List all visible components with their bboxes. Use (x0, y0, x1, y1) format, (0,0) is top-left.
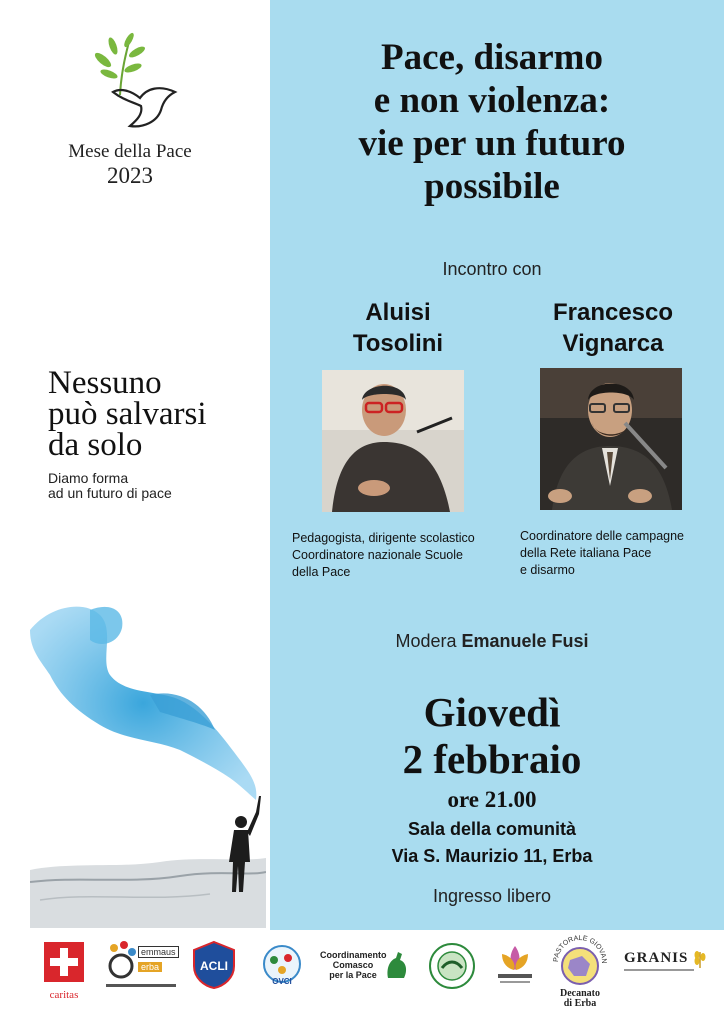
speaker-last-name: Vignarca (562, 330, 664, 357)
motto-line: da solo (48, 427, 143, 463)
event-title-line: Pace, disarmo (381, 37, 603, 78)
bio-line: della Pace (292, 565, 351, 579)
movement-emblem-logo (428, 942, 476, 995)
wheat-icon (692, 948, 708, 968)
motto-sub-line: Diamo forma (48, 470, 129, 486)
caritas-logo (42, 940, 86, 1001)
ovci-globe-icon (258, 942, 306, 986)
emmaus-label: emmaus (138, 946, 179, 958)
acli-shield-icon (192, 940, 236, 990)
decanato-line: Decanato (560, 988, 600, 999)
logo-year: 2023 (107, 163, 153, 188)
motto-sub-line: ad un futuro di pace (48, 485, 172, 501)
event-address: Via S. Maurizio 11, Erba (391, 846, 593, 866)
speaker-first-name: Aluisi (365, 299, 431, 326)
speaker-first-name: Francesco (552, 299, 674, 326)
pastorale-label: PASTORALE GIOVAN (552, 934, 608, 964)
erba-label: erba (138, 962, 162, 972)
speaker-name-vignarca (528, 297, 698, 359)
emmaus-underline (106, 984, 176, 987)
decanato-line: di Erba (563, 998, 597, 1009)
logo-title: Mese della Pace (68, 141, 192, 162)
moderator-line (290, 631, 694, 652)
intro-text: Incontro con (442, 259, 542, 279)
granis-label: GRANIS (624, 950, 689, 966)
bio-line: Coordinatore nazionale Scuole (292, 548, 463, 562)
coordinamento-text (320, 950, 386, 980)
speaker-last-name: Tosolini (352, 330, 444, 357)
motto-heading (48, 365, 207, 463)
coordinamento-logo (320, 950, 412, 980)
motto-line: Nessuno (48, 365, 162, 401)
lotus-logo (494, 942, 536, 993)
entry-info: Ingresso libero (432, 886, 552, 906)
speaker-photo-tosolini (322, 370, 464, 512)
speaker-name-tosolini (322, 297, 474, 359)
left-panel (0, 0, 270, 930)
ovci-logo (258, 942, 306, 991)
bio-line: e disarmo (520, 563, 575, 577)
emmaus-mark-icon (106, 940, 136, 980)
granis-logo (624, 950, 710, 971)
acli-logo (192, 940, 236, 995)
event-title-line: vie per un futuro (358, 123, 626, 164)
bio-line: Coordinatore delle campagne (520, 529, 684, 543)
coord-line: per la Pace (329, 970, 377, 980)
event-title-line: e non violenza: (373, 80, 611, 121)
smoke-flare-illustration (30, 600, 266, 928)
speaker-bio-vignarca (520, 528, 720, 579)
moderator-label: Modera (395, 631, 457, 651)
peace-hand-icon (384, 950, 410, 980)
moderator-name: Emanuele Fusi (461, 631, 589, 651)
granis-underline (624, 969, 694, 971)
motto-subtitle (48, 471, 172, 501)
bio-line: della Rete italiana Pace (520, 546, 652, 560)
lotus-icon (494, 942, 536, 988)
decanato-map-icon (552, 932, 608, 990)
event-venue: Sala della comunità (407, 819, 577, 839)
bio-line: Pedagogista, dirigente scolastico (292, 531, 475, 545)
caritas-label: caritas (49, 989, 79, 1001)
motto-line: può salvarsi (48, 396, 207, 432)
decanato-text (552, 989, 608, 1009)
ovci-label: OVCI (272, 977, 292, 986)
coord-line: Coordinamento (320, 950, 387, 960)
event-time: ore 21.00 (447, 787, 537, 812)
dove-olive-logo-icon (85, 30, 185, 135)
speaker-photo-vignarca (540, 368, 682, 510)
speaker-bio-tosolini (292, 530, 507, 581)
pastorale-giovanile-logo (552, 932, 612, 1009)
event-title (290, 36, 694, 208)
sponsor-bar (0, 930, 724, 1024)
caritas-cross-icon (42, 940, 86, 984)
acli-label: ACLI (200, 959, 228, 973)
event-date: 2 febbraio (402, 736, 582, 782)
event-title-line: possibile (424, 166, 560, 207)
round-emblem-icon (428, 942, 476, 990)
emmaus-logo (106, 940, 176, 990)
coord-line: Comasco (332, 960, 374, 970)
event-day: Giovedì (423, 689, 561, 735)
